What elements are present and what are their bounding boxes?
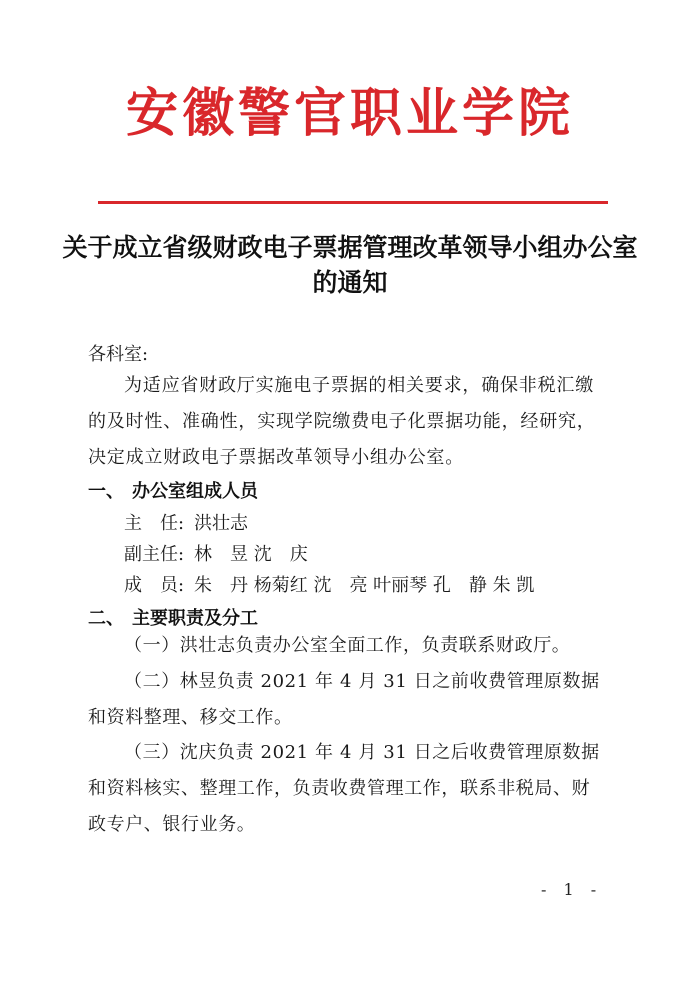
duty-item: （一）洪壮志负责办公室全面工作，负责联系财政厅。 bbox=[124, 635, 571, 656]
section-2-title: 主要职责及分工 bbox=[132, 608, 258, 629]
section-1-title: 办公室组成人员 bbox=[132, 481, 258, 502]
intro-paragraph: 为适应省财政厅实施电子票据的相关要求，确保非税汇缴的及时性、准确性，实现学院缴费电子化票据功能，经研究，决定成立财政电子票据改革领导小组办公室。 bbox=[88, 375, 596, 468]
member-names: 洪壮志 bbox=[194, 513, 248, 534]
section-2-number: 二、 bbox=[88, 608, 124, 629]
document-title: 关于成立省级财政电子票据管理改革领导小组办公室的通知 bbox=[62, 233, 638, 297]
section-2-heading bbox=[88, 604, 258, 630]
member-line-director bbox=[124, 509, 248, 535]
salutation: 各科室: bbox=[88, 344, 149, 365]
duty-item: （二）林昱负责 2021 年 4 月 31 日之前收费管理原数据和资料整理、移交工作。 bbox=[88, 671, 600, 728]
red-divider-rule bbox=[98, 201, 608, 204]
member-names: 林 昱 沈 庆 bbox=[194, 544, 308, 565]
org-name-header: 安徽警官职业学院 bbox=[125, 83, 574, 144]
page-number: - 1 - bbox=[541, 880, 603, 899]
role-label: 副主任: bbox=[124, 544, 185, 565]
member-line-members bbox=[124, 571, 534, 597]
section-1-number: 一、 bbox=[88, 481, 124, 502]
role-label: 成 员: bbox=[124, 575, 185, 596]
member-names: 朱 丹 杨菊红 沈 亮 叶丽琴 孔 静 朱 凯 bbox=[194, 575, 535, 596]
role-label: 主 任: bbox=[124, 513, 185, 534]
section-1-heading bbox=[88, 477, 258, 503]
duty-item: （三）沈庆负责 2021 年 4 月 31 日之后收费管理原数据和资料核实、整理工作，负责收费管理工作，联系非税局、财政专户、银行业务。 bbox=[88, 742, 600, 835]
member-line-deputy bbox=[124, 540, 308, 566]
